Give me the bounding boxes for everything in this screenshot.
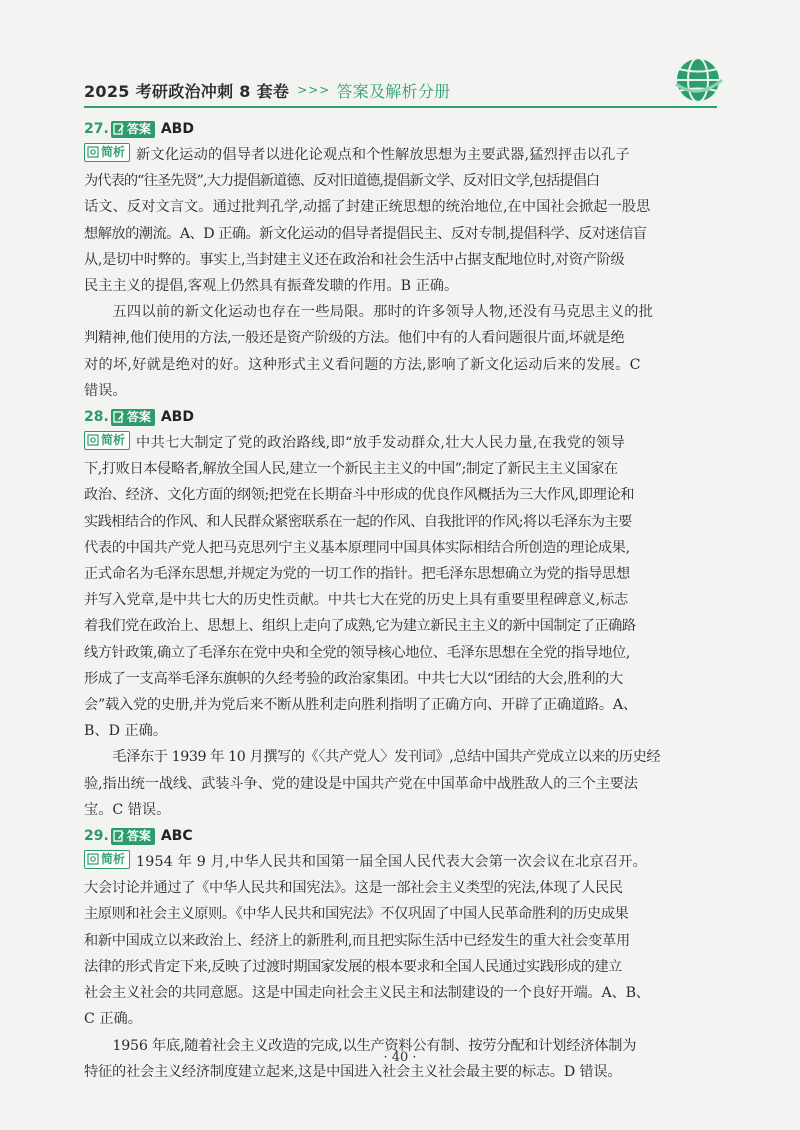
question-number: 27. <box>84 120 109 137</box>
analysis-badge-label: 简析 <box>101 432 126 447</box>
magnifier-icon <box>87 853 99 865</box>
text-line: 民主主义的提倡,客观上仍然具有振聋发聩的作用。B 正确。 <box>84 278 459 295</box>
text-line: 形成了一支高举毛泽东旗帜的久经考验的政治家集团。中共七大以“团结的大会,胜利的大 <box>84 670 623 687</box>
text-line: 正式命名为毛泽东思想,并规定为党的一切工作的指针。把毛泽东思想确立为党的指导思想 <box>84 566 630 583</box>
text-line: 1956 年底,随着社会主义改造的完成,以生产资料公有制、按劳分配和计划经济体制为 <box>112 1037 637 1054</box>
question-29-header <box>84 823 717 849</box>
answer-badge-label: 答案 <box>126 409 151 424</box>
answer-badge <box>111 121 155 138</box>
question-28-para2 <box>84 744 717 823</box>
analysis-badge-label: 简析 <box>101 144 126 159</box>
text-line: 代表的中国共产党人把马克思列宁主义基本原理同中国具体实际相结合所创造的理论成果, <box>84 539 630 556</box>
question-number: 29. <box>84 827 109 844</box>
question-27-para2 <box>84 299 717 404</box>
text-line: 毛泽东于 1939 年 10 月撰写的《〈共产党人〉发刊词》,总结中国共产党成立以来的历史经 <box>112 749 661 766</box>
text-line: 从,是切中时弊的。事实上,当封建主义还在政治和社会生活中占据支配地位时,对资产阶级 <box>84 251 625 268</box>
question-29-analysis <box>84 849 717 1032</box>
text-line: B、D 正确。 <box>84 723 168 740</box>
text-line: 新文化运动的倡导者以进化论观点和个性解放思想为主要武器,猛烈抨击以孔子 <box>136 147 630 163</box>
text-line: 并写入党章,是中共七大的历史性贡献。中共七大在党的历史上具有重要里程碑意义,标志 <box>84 592 629 609</box>
text-line: 着我们党在政治上、思想上、组织上走向了成熟,它为建立新民主主义的新中国制定了正确路 <box>84 618 636 635</box>
question-28-header <box>84 404 717 430</box>
text-line: 线方针政策,确立了毛泽东在党中央和全党的领导核心地位、毛泽东思想在全党的指导地位, <box>84 644 630 661</box>
answer-badge-label: 答案 <box>126 828 151 843</box>
text-line: 法律的形式肯定下来,反映了过渡时期国家发展的根本要求和全国人民通过实践形成的建立 <box>84 958 622 975</box>
magnifier-icon <box>87 434 99 446</box>
text-line: 1954 年 9 月,中华人民共和国第一届全国人民代表大会第一次会议在北京召开。 <box>136 854 648 871</box>
answer-badge <box>111 828 155 845</box>
globe-icon <box>672 54 724 106</box>
running-header <box>84 76 717 104</box>
question-28-analysis <box>84 430 717 744</box>
text-line: 大会讨论并通过了《中华人民共和国宪法》。这是一部社会主义类型的宪法,体现了人民民 <box>84 880 623 897</box>
header-rule <box>84 106 717 108</box>
answer-value: ABD <box>160 408 194 425</box>
text-line: 宝。C 错误。 <box>84 801 171 818</box>
answer-badge-label: 答案 <box>126 121 151 136</box>
magnifier-icon <box>87 146 99 158</box>
pen-icon <box>113 830 125 842</box>
text-line: 特征的社会主义经济制度建立起来,这是中国进入社会主义社会最主要的标志。D 错误。 <box>84 1063 622 1080</box>
question-number: 28. <box>84 408 109 425</box>
answer-value: ABD <box>160 120 194 137</box>
text-line: 话文、反对文言文。通过批判孔学,动摇了封建正统思想的统治地位,在中国社会掀起一股思 <box>84 199 651 216</box>
text-line: 下,打败日本侵略者,解放全国人民,建立一个新民主主义的中国”;制定了新民主主义国家在 <box>84 461 618 478</box>
text-line: 验,指出统一战线、武装斗争、党的建设是中国共产党在中国革命中战胜敌人的三个主要法 <box>84 775 638 792</box>
question-27-header <box>84 116 717 142</box>
page-number: · 40 · <box>383 1050 417 1065</box>
text-line: 实践相结合的作风、和人民群众紧密联系在一起的作风、自我批评的作风;将以毛泽东为主要 <box>84 513 632 530</box>
text-line: 想解放的潮流。A、D 正确。新文化运动的倡导者提倡民主、反对专制,提倡科学、反对迷信盲 <box>84 225 647 242</box>
answer-content <box>84 116 717 1085</box>
text-line: 错误。 <box>84 382 127 399</box>
header-arrows: >>> <box>297 83 331 97</box>
analysis-badge <box>84 143 130 162</box>
header-title: 2025 考研政治冲刺 8 套卷 <box>84 81 290 101</box>
text-line: 对的坏,好就是绝对的好。这种形式主义看问题的方法,影响了新文化运动后来的发展。C <box>84 356 641 373</box>
answer-badge <box>111 409 155 426</box>
text-line: 社会主义社会的共同意愿。这是中国走向社会主义民主和法制建设的一个良好开端。A、B、 <box>84 985 650 1002</box>
text-line: 中共七大制定了党的政治路线,即“放手发动群众,壮大人民力量,在我党的领导 <box>136 435 626 452</box>
analysis-badge <box>84 431 130 450</box>
text-line: 为代表的“往圣先贤”,大力提倡新道德、反对旧道德,提倡新文学、反对旧文学,包括提倡白 <box>84 173 600 190</box>
text-line: 五四以前的新文化运动也存在一些局限。那时的许多领导人物,还没有马克思主义的批 <box>112 304 654 321</box>
text-line: 会”载入党的史册,并为党后来不断从胜利走向胜利指明了正确方向、开辟了正确道路。A、 <box>84 697 637 714</box>
pen-icon <box>113 411 125 423</box>
pen-icon <box>113 123 125 135</box>
header-subtitle: 答案及解析分册 <box>336 81 451 101</box>
text-line: C 正确。 <box>84 1011 142 1028</box>
text-line: 主原则和社会主义原则。《中华人民共和国宪法》不仅巩固了中国人民革命胜利的历史成果 <box>84 906 629 923</box>
analysis-badge-label: 简析 <box>101 851 126 866</box>
text-line: 判精神,他们使用的方法,一般还是资产阶级的方法。他们中有的人看问题很片面,坏就是绝 <box>84 330 625 347</box>
analysis-badge <box>84 850 130 869</box>
question-27-analysis <box>84 142 717 299</box>
answer-value: ABC <box>160 827 193 844</box>
text-line: 政治、经济、文化方面的纲领;把党在长期奋斗中形成的优良作风概括为三大作风,即理论和 <box>84 487 635 504</box>
text-line: 和新中国成立以来政治上、经济上的新胜利,而且把实际生活中已经发生的重大社会变革用 <box>84 932 630 949</box>
